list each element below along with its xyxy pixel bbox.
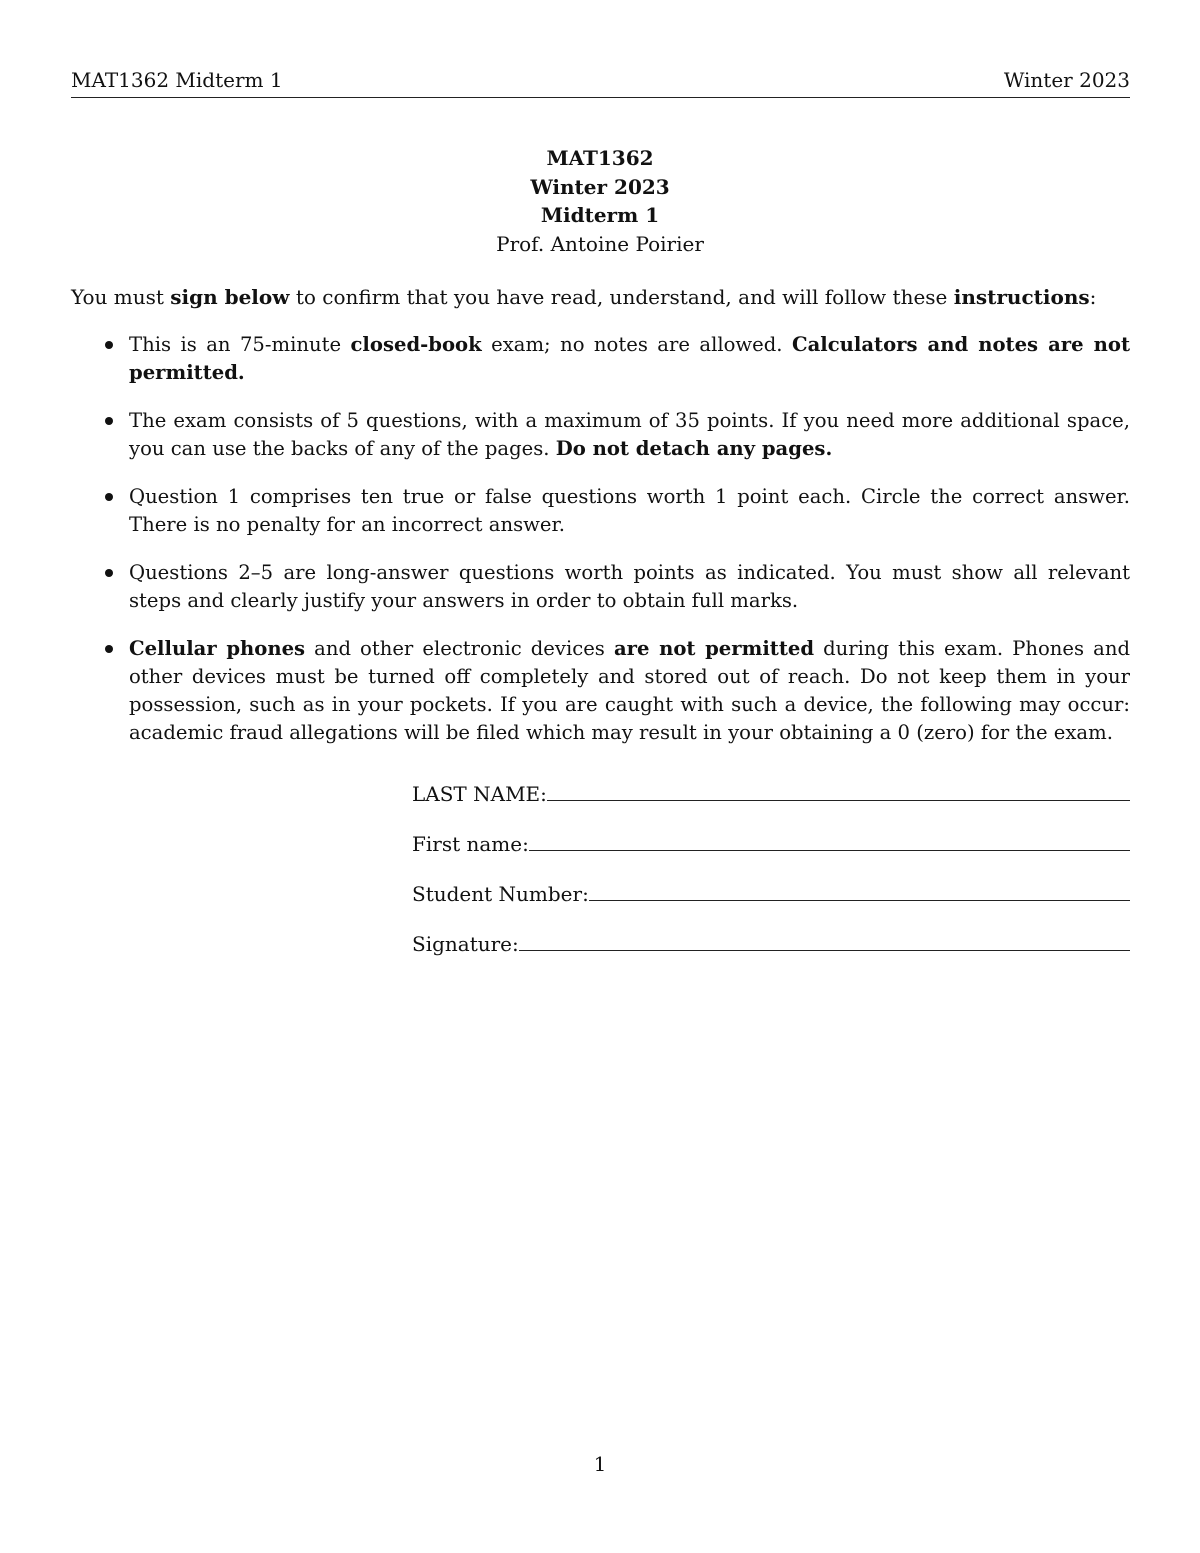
last-name-line[interactable] [547,799,1130,801]
bullet-icon [105,645,113,653]
intro-text: to confirm that you have read, understand, and will follow these [289,285,954,309]
bullet-icon [105,341,113,349]
intro-text: : [1089,285,1097,309]
last-name-label: LAST NAME: [412,782,547,806]
running-header [71,68,1130,98]
instruction-item [71,635,1130,747]
instruction-item [71,331,1130,387]
intro-text: You must [71,285,171,309]
signature-field[interactable] [412,928,1130,956]
instruction-text: during this exam. Phones and other devices must be turned off completely and stored out of reach. Do not keep them in your possession, such as in your pockets. If you are caught with such a device, the following may occur: academic fraud allegations will be filed which may result in your obtaining a 0 (zero) for the exam. [129,637,1130,744]
signature-line[interactable] [519,949,1130,951]
course-title: MAT1362 [546,146,654,170]
instruction-item [71,407,1130,463]
page-number: 1 [593,1452,607,1476]
exam-title: Midterm 1 [540,203,660,227]
signature-label: Signature: [412,932,519,956]
instruction-text: Question 1 comprises ten true or false questions worth 1 point each. Circle the correct answer. There is no penalty for an incorrect answer. [129,485,1130,536]
instruction-emphasis: closed-book [350,333,482,356]
instruction-emphasis: Cellular phones [129,637,306,660]
first-name-line[interactable] [529,849,1130,851]
title-block [0,144,1200,258]
intro-paragraph [71,283,1130,311]
term-title: Winter 2023 [530,174,670,199]
student-number-line[interactable] [589,899,1130,901]
instruction-text: Questions 2–5 are long-answer questions worth points as indicated. You must show all relevant steps and clearly justify your answers in order to obtain full marks. [129,561,1130,612]
bullet-icon [105,569,113,577]
instruction-text: This is an 75-minute [129,333,351,356]
student-info-form [412,778,1130,978]
first-name-field[interactable] [412,828,1130,856]
instruction-text: and other electronic devices [305,637,614,660]
intro-emphasis: sign below [170,285,290,309]
instructions-list [71,331,1130,767]
instruction-item [71,559,1130,615]
instruction-item [71,483,1130,539]
first-name-label: First name: [412,832,529,856]
professor-name: Prof. Antoine Poirier [496,231,704,256]
bullet-icon [105,417,113,425]
instruction-emphasis: Calculators and notes are not permitted. [129,333,1130,384]
instruction-text: The exam consists of 5 questions, with a maximum of 35 points. If you need more additional space, you can use the backs of any of the pages. [129,409,1130,460]
header-term: Winter 2023 [1003,68,1130,92]
instruction-text: exam; no notes are allowed. [481,333,792,356]
instruction-emphasis: are not permitted [613,637,815,660]
instruction-emphasis: Do not detach any pages. [555,437,833,460]
header-course: MAT1362 Midterm 1 [71,68,283,92]
bullet-icon [105,493,113,501]
intro-emphasis: instructions [953,285,1090,309]
student-number-field[interactable] [412,878,1130,906]
student-number-label: Student Number: [412,882,589,906]
last-name-field[interactable] [412,778,1130,806]
